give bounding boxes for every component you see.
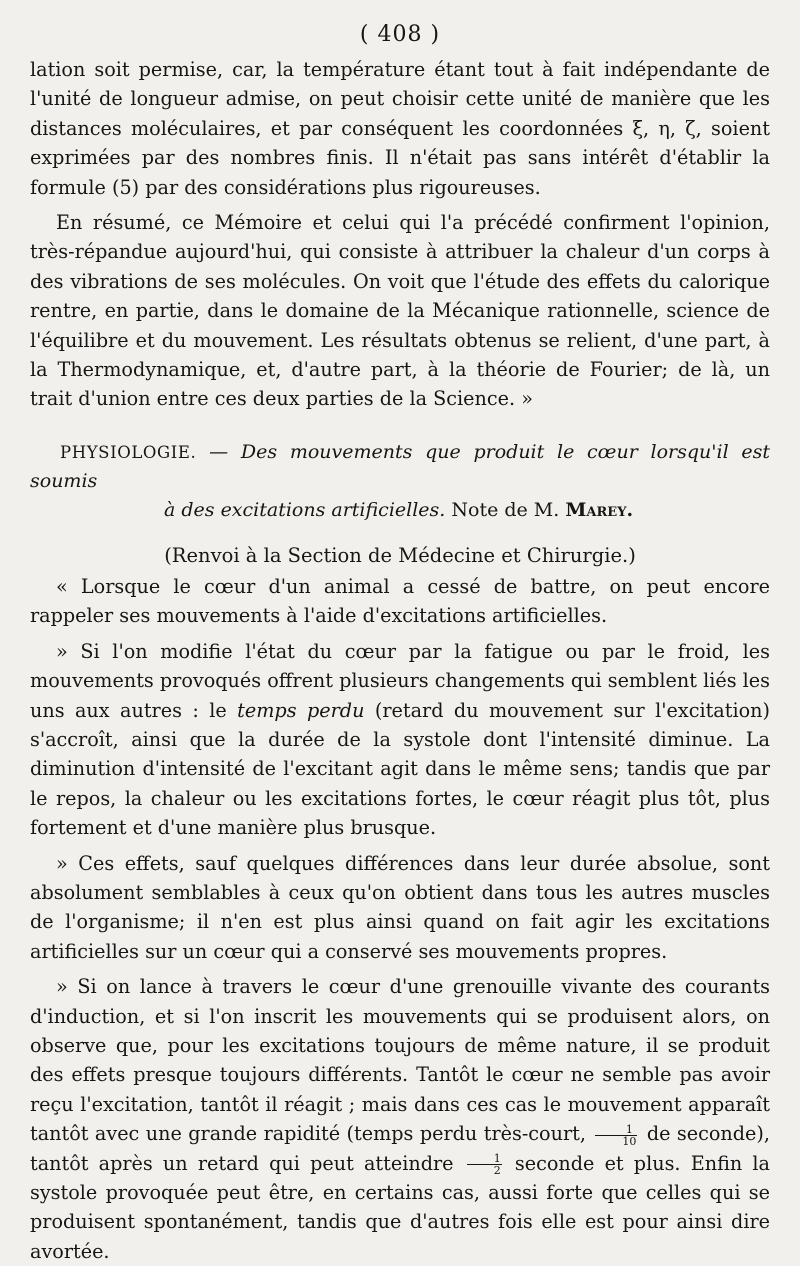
paragraph-summary: En résumé, ce Mémoire et celui qui l'a précédé confirment l'opinion, très-répandue aujourd'hui, qui consiste à attribuer la chaleur d'un corps à des vibrations de ses molécules. On voit que l'étude des effets du calorique rentre, en partie, dans le domaine de la Mécanique rationnelle, science de l'équilibre et du mouvement. Les résultats obtenus se relient, d'une part, à la Thermodynamique, et, d'autre part, à la théorie de Fourier; de là, un trait d'union entre ces deux parties de la Science. »: [30, 211, 770, 411]
paragraph-induction-part-1: » Si on lance à travers le cœur d'une grenouille vivante des courants d'induction, et si l'on inscrit les mouvements qui se produisent alors, on observe que, pour les excitations toujours de même nature, il se produit des effets presque toujours différents. Tantôt le cœur ne semble pas avoir reçu l'excitation, tantôt il réagit ; mais dans ces cas le mouvement apparaît tantôt avec une grande rapidité (temps perdu très-court,: [30, 975, 770, 1146]
fraction-tenth: $\frac{1}{10}$: [595, 1124, 637, 1147]
page-number: ( 408 ): [359, 22, 441, 47]
paragraph-fatigue: [30, 637, 770, 843]
paragraph-induction-part-3: seconde et plus. Enfin la systole provoquée peut être, en certains cas, aussi forte que celles qui se produisent spontanément, tandis que d'autres fois elle est pour ainsi dire avortée.: [30, 1151, 770, 1263]
section-title: [30, 438, 770, 525]
title-line-1: — Des mouvements que produit le cœur lorsqu'il est soumis: [30, 440, 770, 492]
renvoi-note: (Renvoi à la Section de Médecine et Chirurgie.): [164, 543, 636, 567]
paragraph-effects: » Ces effets, sauf quelques différences dans leur durée absolue, sont absolument semblables à ceux qu'on obtient dans tous les autres muscles de l'organisme; il n'en est plus ainsi quand on fait agir les excitations artificielles sur un cœur qui a conservé ses mouvements propres.: [30, 851, 770, 963]
paragraph-fatigue-after: (retard du mouvement sur l'excitation) s'accroît, ainsi que la durée de la systole dont l'intensité diminue. La diminution d'intensité de l'excitant agit dans le même sens; tandis que par le repos, la chaleur ou les excitations fortes, le cœur réagit plus tôt, plus fortement et d'une manière plus brusque.: [30, 698, 770, 840]
fraction-half: $\frac{1}{2}$: [467, 1153, 502, 1176]
paragraph-intro: « Lorsque le cœur d'un animal a cessé de battre, on peut encore rappeler ses mouvements à l'aide d'excitations artificielles.: [30, 574, 770, 628]
paragraph-continuation: lation soit permise, car, la température étant tout à fait indépendante de l'unité de longueur admise, on peut choisir cette unité de manière que les distances moléculaires, et par conséquent les coordonnées ξ, η, ζ, soient exprimées par des nombres finis. Il n'était pas sans intérêt d'établir la formule (5) par des considérations plus rigoureuses.: [30, 58, 770, 199]
paragraph-induction-part-2: de seconde), tantôt après un retard qui peut atteindre: [30, 1122, 770, 1175]
paragraph-fatigue-italic: temps perdu: [237, 698, 365, 722]
paragraph-fatigue-before: » Si l'on modifie l'état du cœur par la fatigue ou par le froid, les mouvements provoqués offrent plusieurs changements qui semblent liés les uns aux autres : le: [30, 639, 770, 722]
author-name: Marey.: [565, 498, 634, 521]
section-label: PHYSIOLOGIE.: [60, 442, 197, 462]
note-prefix: Note de M.: [451, 498, 560, 521]
paragraph-induction: [30, 972, 770, 1266]
title-line-2: à des excitations artificielles.: [164, 498, 446, 521]
